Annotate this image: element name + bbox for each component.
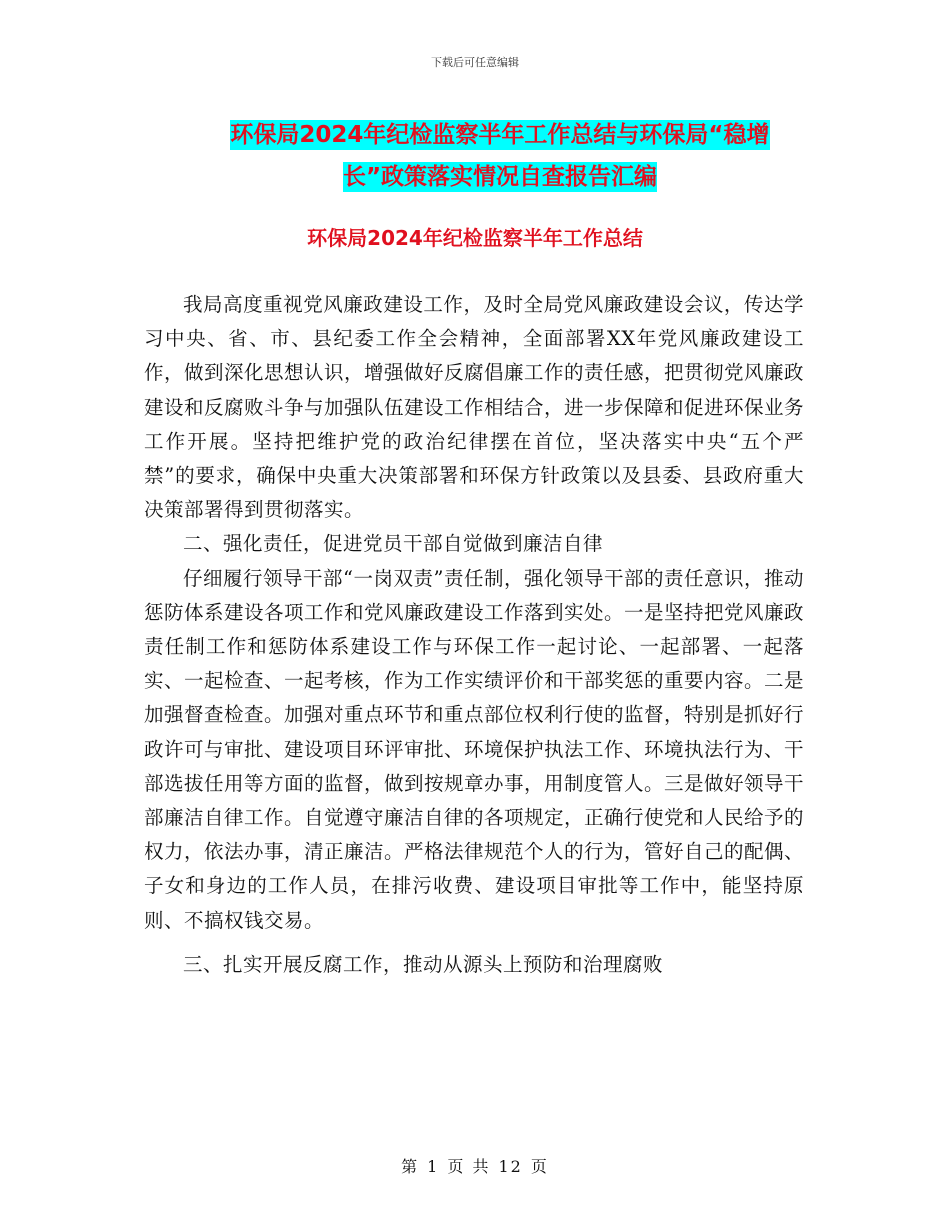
header-note: 下载后可任意编辑 <box>431 56 519 69</box>
section-title: 环保局2024年纪检监察半年工作总结 <box>307 226 643 250</box>
paragraph-responsibility: 仔细履行领导干部“一岗双责”责任制，强化领导干部的责任意识，推动惩防体系建设各项工作和党风廉政建设工作落到实处。一是坚持把党风廉政责任制工作和惩防体系建设工作与环保工作一起讨论、一起部署、一起落实、一起检查、一起考核，作为工作实绩评价和干部奖惩的重要内容。二是加强督查检查。加强对重点环节和重点部位权利行使的监督，特别是抓好行政许可与审批、建设项目环评审批、环境保护执法工作、环境执法行为、干部选拔任用等方面的监督，做到按规章办事，用制度管人。三是做好领导干部廉洁自律工作。自觉遵守廉洁自律的各项规定，正确行使党和人民给予的权力，依法办事，清正廉洁。严格法律规范个人的行为，管好自己的配偶、子女和身边的工作人员，在排污收费、建设项目审批等工作中，能坚持原则、不搞权钱交易。 <box>144 566 805 932</box>
footer-middle: 页 共 <box>447 1157 491 1176</box>
section-heading-2: 二、强化责任，促进党员干部自觉做到廉洁自律 <box>183 532 604 556</box>
footer-suffix: 页 <box>530 1157 549 1176</box>
page-number: 1 <box>427 1157 440 1176</box>
page-total: 12 <box>498 1157 523 1176</box>
section-heading-3: 三、扎实开展反腐工作，推动从源头上预防和治理腐败 <box>183 952 664 976</box>
document-title-line-1: 环保局2024年纪检监察半年工作总结与环保局“稳增 <box>230 122 770 148</box>
document-title <box>120 114 880 198</box>
document-body <box>144 288 804 982</box>
footer-prefix: 第 <box>401 1157 420 1176</box>
paragraph-intro: 我局高度重视党风廉政建设工作，及时全局党风廉政建设会议，传达学习中央、省、市、县纪委工作全会精神，全面部署XX年党风廉政建设工作，做到深化思想认识，增强做好反腐倡廉工作的责任感，把贯彻党风廉政建设和反腐败斗争与加强队伍建设工作相结合，进一步保障和促进环保业务工作开展。坚持把维护党的政治纪律摆在首位，坚决落实中央“五个严禁”的要求，确保中央重大决策部署和环保方针政策以及县委、县政府重大决策部署得到贯彻落实。 <box>144 293 805 522</box>
page-footer <box>0 1154 950 1177</box>
document-title-line-2: 长”政策落实情况自查报告汇编 <box>342 164 658 190</box>
